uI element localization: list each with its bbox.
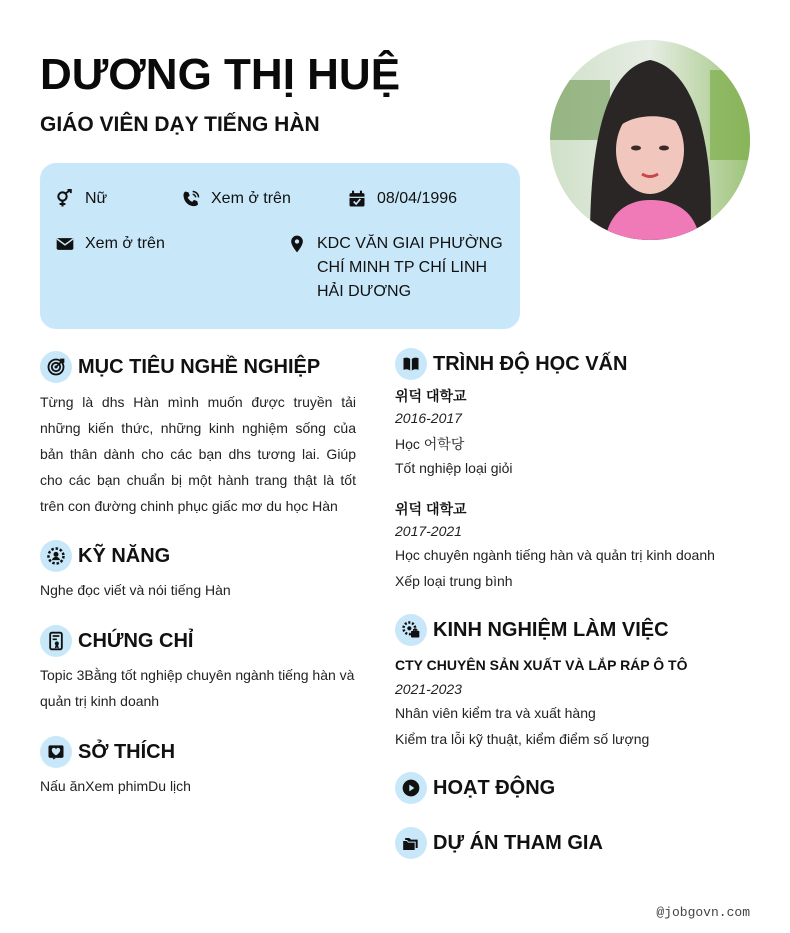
certificate-line: quản trị kinh doanh — [40, 693, 160, 709]
section-projects-title — [395, 827, 603, 859]
gear-briefcase-icon — [395, 614, 427, 646]
info-gender-text: Nữ — [85, 190, 108, 207]
avatar-photo — [550, 40, 750, 240]
education-detail: Học 어학당 — [395, 436, 465, 452]
candidate-position: GIÁO VIÊN DẠY TIẾNG HÀN — [40, 113, 320, 136]
info-address-text — [317, 232, 503, 304]
section-title-text: HOẠT ĐỘNG — [433, 776, 556, 799]
certificate-line: Topic 3Bằng tốt nghiệp chuyên ngành tiếng hàn và — [40, 667, 355, 683]
info-phone-text: Xem ở trên — [211, 190, 291, 207]
candidate-name: DƯƠNG THỊ HUỆ — [40, 50, 401, 99]
location-pin-icon — [286, 233, 308, 255]
experience-detail: Nhân viên kiểm tra và xuất hàng — [395, 705, 596, 721]
hobbies-text: Nấu ănXem phimDu lịch — [40, 778, 191, 794]
education-time: 2017-2021 — [395, 523, 462, 539]
address-line: HẢI DƯƠNG — [317, 283, 412, 300]
envelope-icon — [54, 233, 76, 255]
section-title-text: TRÌNH ĐỘ HỌC VẤN — [433, 352, 628, 375]
info-birthday — [346, 187, 457, 211]
skills-text: Nghe đọc viết và nói tiếng Hàn — [40, 582, 231, 598]
folders-icon — [395, 827, 427, 859]
section-title-text: DỰ ÁN THAM GIA — [433, 831, 603, 854]
contact-info-box — [40, 163, 520, 329]
gear-user-icon — [40, 540, 72, 572]
section-skills-title — [40, 540, 170, 572]
education-detail: Học chuyên ngành tiếng hàn và quản trị kinh doanh — [395, 547, 715, 563]
footer-brand: @jobgovn.com — [656, 905, 750, 920]
section-experience-title — [395, 614, 669, 646]
section-title-text: MỤC TIÊU NGHỀ NGHIỆP — [78, 355, 321, 378]
experience-company: CTY CHUYÊN SẢN XUẤT VÀ LẮP RÁP Ô TÔ — [395, 657, 688, 673]
section-objective-title — [40, 351, 320, 383]
info-birthday-text: 08/04/1996 — [377, 190, 458, 207]
section-activities-title — [395, 772, 555, 804]
education-detail: Tốt nghiệp loại giỏi — [395, 460, 513, 476]
avatar — [550, 40, 750, 240]
section-title-text: CHỨNG CHỈ — [78, 629, 194, 652]
info-phone — [180, 187, 291, 211]
info-email — [54, 232, 165, 256]
heart-icon — [40, 736, 72, 768]
info-gender — [54, 187, 107, 211]
education-time: 2016-2017 — [395, 410, 462, 426]
section-education-title — [395, 348, 627, 380]
education-detail: Xếp loại trung bình — [395, 573, 513, 589]
info-address — [286, 232, 503, 304]
phone-icon — [180, 188, 202, 210]
education-school: 위덕 대학교 — [395, 388, 467, 404]
gender-icon — [54, 188, 76, 210]
book-icon — [395, 348, 427, 380]
objective-text: Từng là dhs Hàn mình muốn được truyền tải những kiến thức, những kinh nghiệm sống của bản thân dành cho các bạn dhs tương lai. Giúp cho các bạn chuẩn bị một hành trang thật là tốt trên con đường chinh phục giấc mơ du học Hàn — [40, 394, 356, 514]
experience-detail: Kiểm tra lỗi kỹ thuật, kiểm điểm số lượng — [395, 731, 650, 747]
address-line: KDC VĂN GIAI PHƯỜNG — [317, 235, 503, 252]
section-title-text: SỞ THÍCH — [78, 740, 176, 763]
section-hobbies-title — [40, 736, 175, 768]
section-certificates-title — [40, 625, 193, 657]
certificate-icon — [40, 625, 72, 657]
certificates-text — [40, 662, 370, 714]
address-line: CHÍ MINH TP CHÍ LINH — [317, 259, 488, 276]
target-icon — [40, 351, 72, 383]
experience-time: 2021-2023 — [395, 681, 462, 697]
section-title-text: KINH NGHIỆM LÀM VIỆC — [433, 618, 669, 641]
section-title-text: KỸ NĂNG — [78, 544, 171, 567]
play-icon — [395, 772, 427, 804]
calendar-icon — [346, 188, 368, 210]
education-school: 위덕 대학교 — [395, 501, 467, 517]
info-email-text: Xem ở trên — [85, 235, 165, 252]
